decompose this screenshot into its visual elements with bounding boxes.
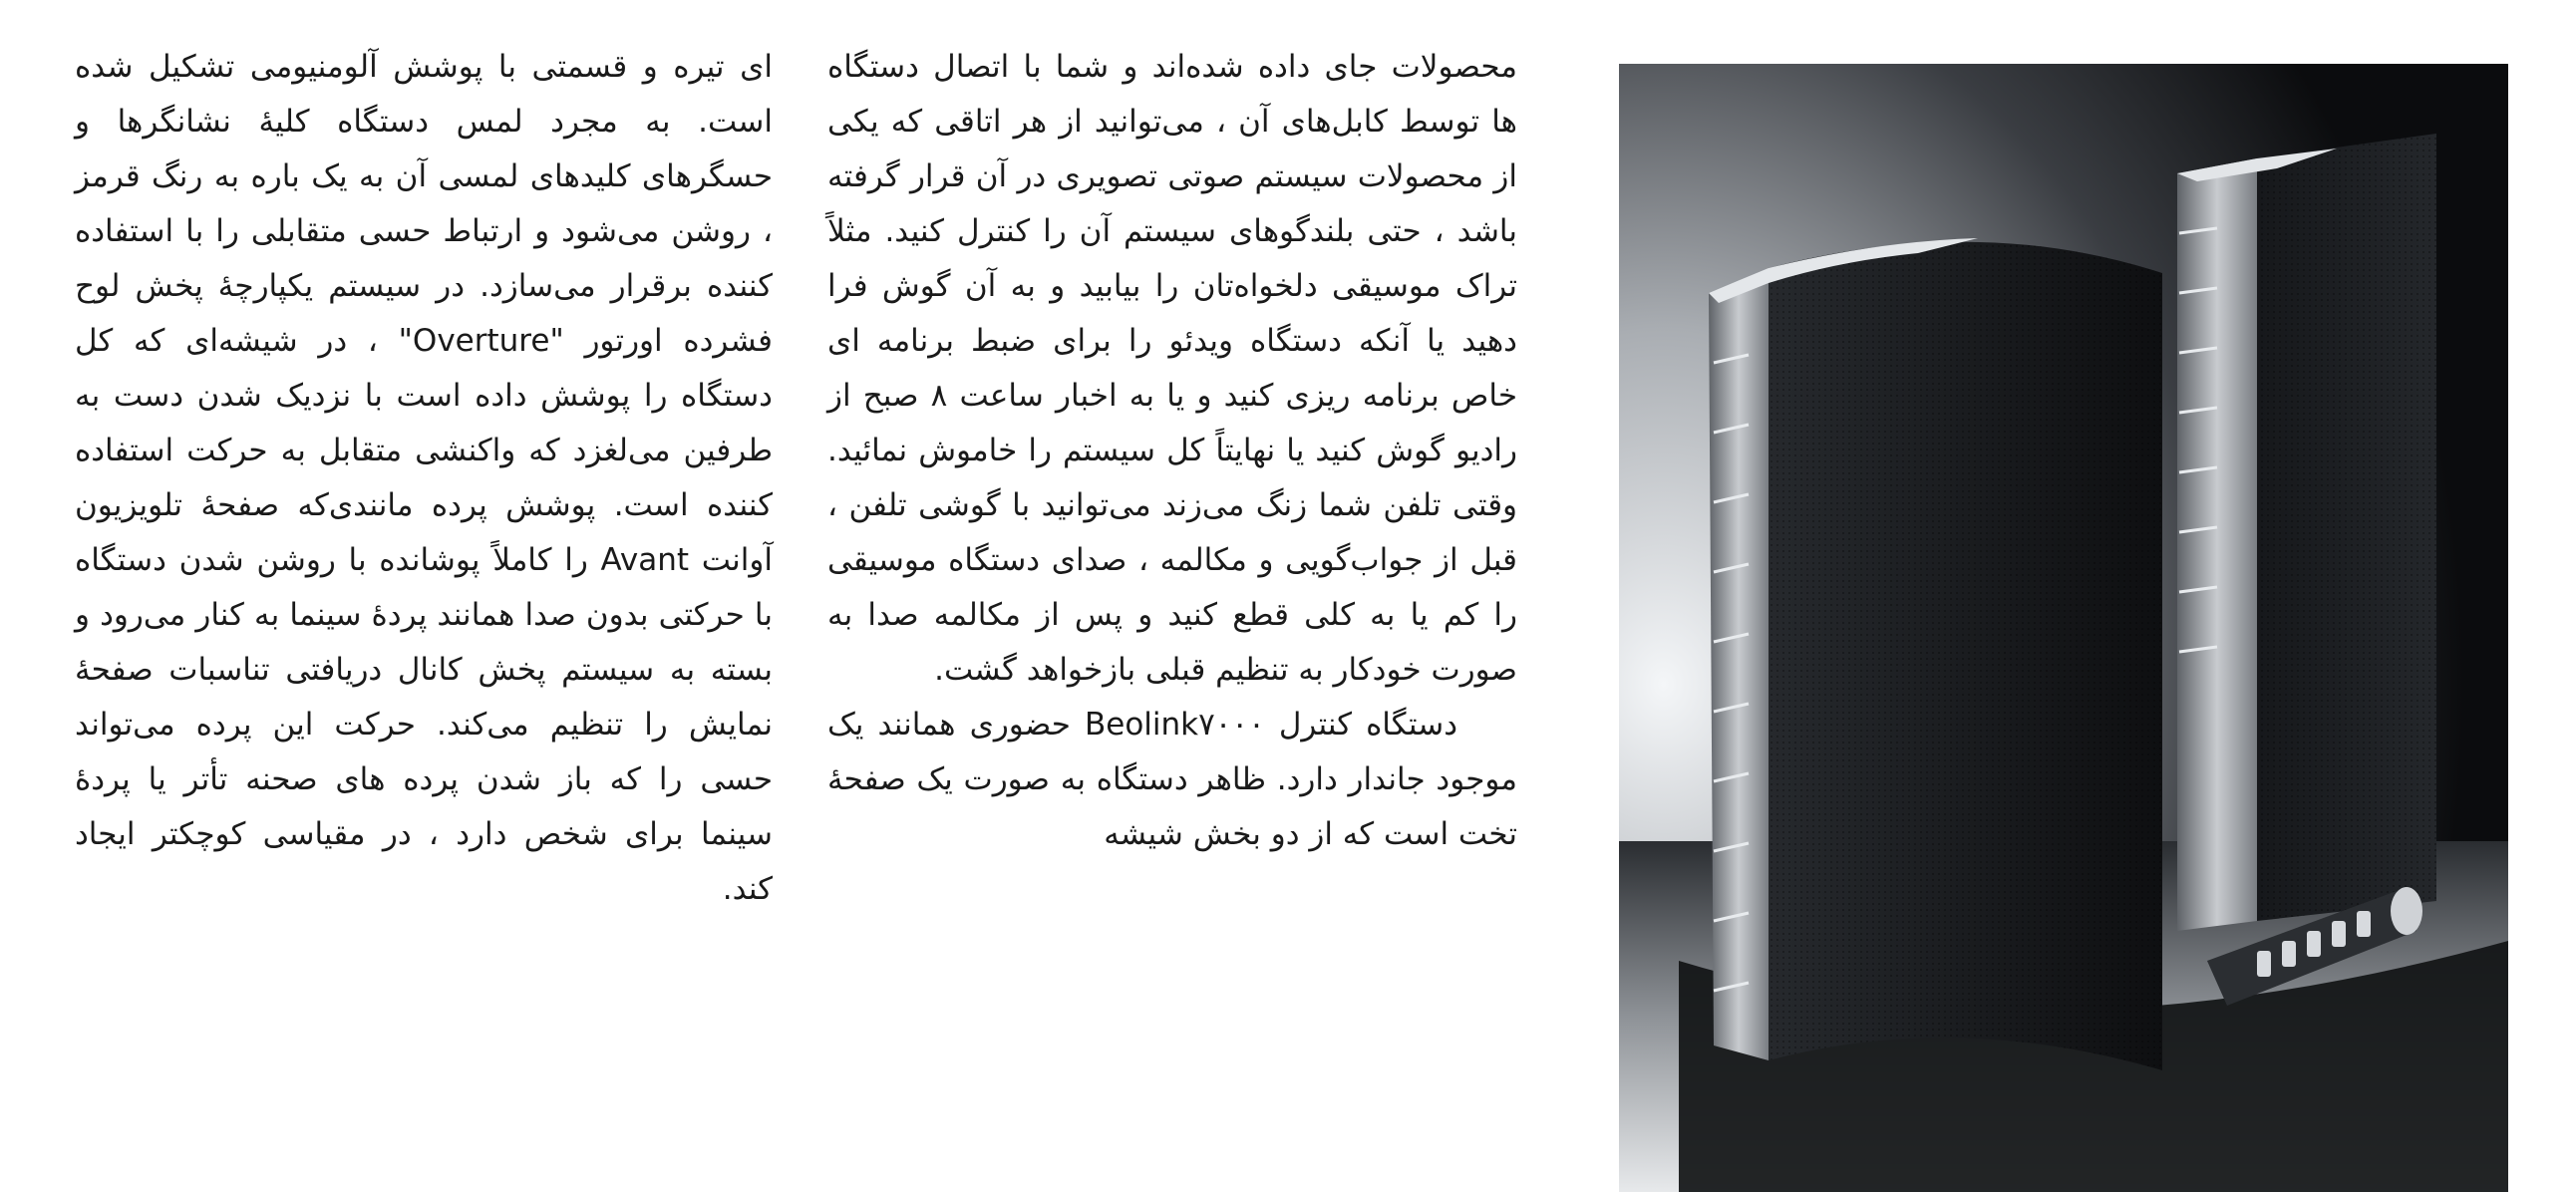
- article-column-middle: [827, 40, 1517, 862]
- paragraph: محصولات جای داده شده‌اند و شما با اتصال دستگاه ها توسط کابل‌های آن ، می‌توانید از هر اتاقی که یکی از محصولات سیستم صوتی تصویری در آن قرار گرفته باشد ، حتی بلندگوهای سیستم آن را کنترل کنید. مثلاً تراک موسیقی دلخواه‌تان را بیابید و به آن گوش فرا دهید یا آنکه دستگاه ویدئو را برای ضبط برنامه ای خاص برنامه ریزی کنید و یا به اخبار ساعت ۸ صبح از رادیو گوش کنید یا نهایتاً کل سیستم را خاموش نمائید. وقتی تلفن شما زنگ می‌زند می‌توانید با گوشی تلفن ، قبل از جواب‌گویی و مکالمه ، صدای دستگاه موسیقی را کم یا به کلی قطع کنید و پس از مکالمه صدا به صورت خودکار به تنظیم قبلی بازخواهد گشت.: [827, 49, 1517, 688]
- speaker-system-photo: [1619, 64, 2508, 1192]
- paragraph: دستگاه کنترل Beolink۷۰۰۰ حضوری همانند یک موجود جاندار دارد. ظاهر دستگاه به صورت یک صفحهٔ تخت است که از دو بخش شیشه: [827, 707, 1517, 852]
- left-speaker: [1709, 238, 2162, 1070]
- article-column-left: [75, 40, 773, 917]
- paragraph: ای تیره و قسمتی با پوشش آلومنیومی تشکیل شده است. به مجرد لمس دستگاه کلیهٔ نشانگرها و حسگرهای کلیدهای لمسی آن به یک باره به رنگ قرمز ، روشن می‌شود و ارتباط حسی متقابلی را با استفاده کننده برقرار می‌سازد. در سیستم یکپارچهٔ پخش لوح فشرده اورتور "Overture" ، در شیشه‌ای که کل دستگاه را پوشش داده است با نزدیک شدن دست به طرفین می‌لغزد که واکنشی متقابل به حرکت استفاده کننده است. پوشش پرده مانندی‌که صفحهٔ تلویزیون آوانت Avant را کاملاً پوشانده با روشن شدن دستگاه با حرکتی بدون صدا همانند پردهٔ سینما به کنار می‌رود و بسته به سیستم پخش کانال دریافتی تناسبات صفحهٔ نمایش را تنظیم می‌کند. حرکت این پرده می‌تواند حسی را که باز شدن پرده های صحنه تأتر یا پردهٔ سینما برای شخص دارد ، در مقیاسی کوچکتر ایجاد کند.: [75, 49, 773, 907]
- right-speaker: [2177, 134, 2436, 931]
